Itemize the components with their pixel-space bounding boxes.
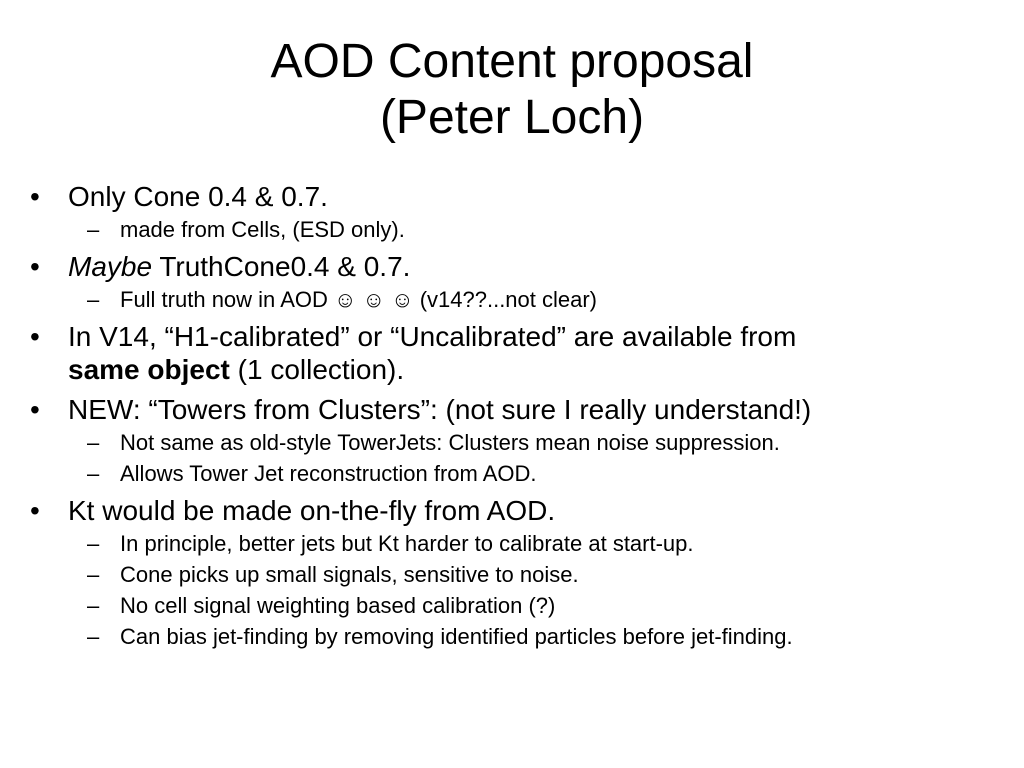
bullet-item xyxy=(30,180,1024,213)
sub-bullet-item xyxy=(87,216,1024,243)
dash-marker: – xyxy=(87,531,100,556)
bullet-marker: • xyxy=(30,321,40,352)
bullet-text: Kt would be made on-the-fly from AOD. xyxy=(68,495,556,526)
bullet-marker: • xyxy=(30,181,40,212)
sub-bullet-text: made from Cells, (ESD only). xyxy=(120,217,405,242)
bullet-text: TruthCone0.4 & 0.7. xyxy=(152,251,411,282)
dash-marker: – xyxy=(87,287,100,312)
sub-bullet-item xyxy=(87,286,1024,313)
sub-bullet-text: Full truth now in AOD ☺ ☺ ☺ (v14??...not clear) xyxy=(120,287,598,312)
sub-bullet-item xyxy=(87,592,1024,619)
sub-bullet-text: Allows Tower Jet reconstruction from AOD. xyxy=(120,461,537,486)
slide-title xyxy=(0,34,1024,146)
bullet-text: Only Cone 0.4 & 0.7. xyxy=(68,181,328,212)
dash-marker: – xyxy=(87,461,100,486)
slide-title-line-2: (Peter Loch) xyxy=(379,91,645,144)
dash-marker: – xyxy=(87,562,100,587)
slide-title-line-1: AOD Content proposal xyxy=(270,35,754,88)
sub-bullet-item xyxy=(87,561,1024,588)
bullet-item xyxy=(30,393,1024,426)
sub-bullet-text: Can bias jet-finding by removing identified particles before jet-finding. xyxy=(120,624,793,649)
dash-marker: – xyxy=(87,217,100,242)
sub-bullet-text: No cell signal weighting based calibration (?) xyxy=(120,593,556,618)
bullet-marker: • xyxy=(30,251,40,282)
sub-bullet-text: Cone picks up small signals, sensitive to noise. xyxy=(120,562,579,587)
dash-marker: – xyxy=(87,593,100,618)
sub-bullet-item xyxy=(87,460,1024,487)
bullet-list xyxy=(0,180,1024,657)
bullet-bold-text: same object xyxy=(68,354,230,385)
bullet-text: NEW: “Towers from Clusters”: (not sure I really understand!) xyxy=(68,394,812,425)
bullet-text-line-2: (1 collection). xyxy=(229,354,405,385)
sub-bullet-item xyxy=(87,429,1024,456)
sub-bullet-text: In principle, better jets but Kt harder to calibrate at start-up. xyxy=(120,531,694,556)
bullet-marker: • xyxy=(30,394,40,425)
dash-marker: – xyxy=(87,624,100,649)
bullet-item xyxy=(30,494,1024,527)
bullet-text-line-1: In V14, “H1-calibrated” or “Uncalibrated” are available from xyxy=(68,321,797,352)
bullet-italic-text: Maybe xyxy=(68,251,153,282)
dash-marker: – xyxy=(87,430,100,455)
bullet-item xyxy=(30,250,1024,283)
sub-bullet-item xyxy=(87,623,1024,650)
bullet-marker: • xyxy=(30,495,40,526)
bullet-item xyxy=(30,320,1024,386)
sub-bullet-text: Not same as old-style TowerJets: Clusters mean noise suppression. xyxy=(120,430,780,455)
sub-bullet-item xyxy=(87,530,1024,557)
